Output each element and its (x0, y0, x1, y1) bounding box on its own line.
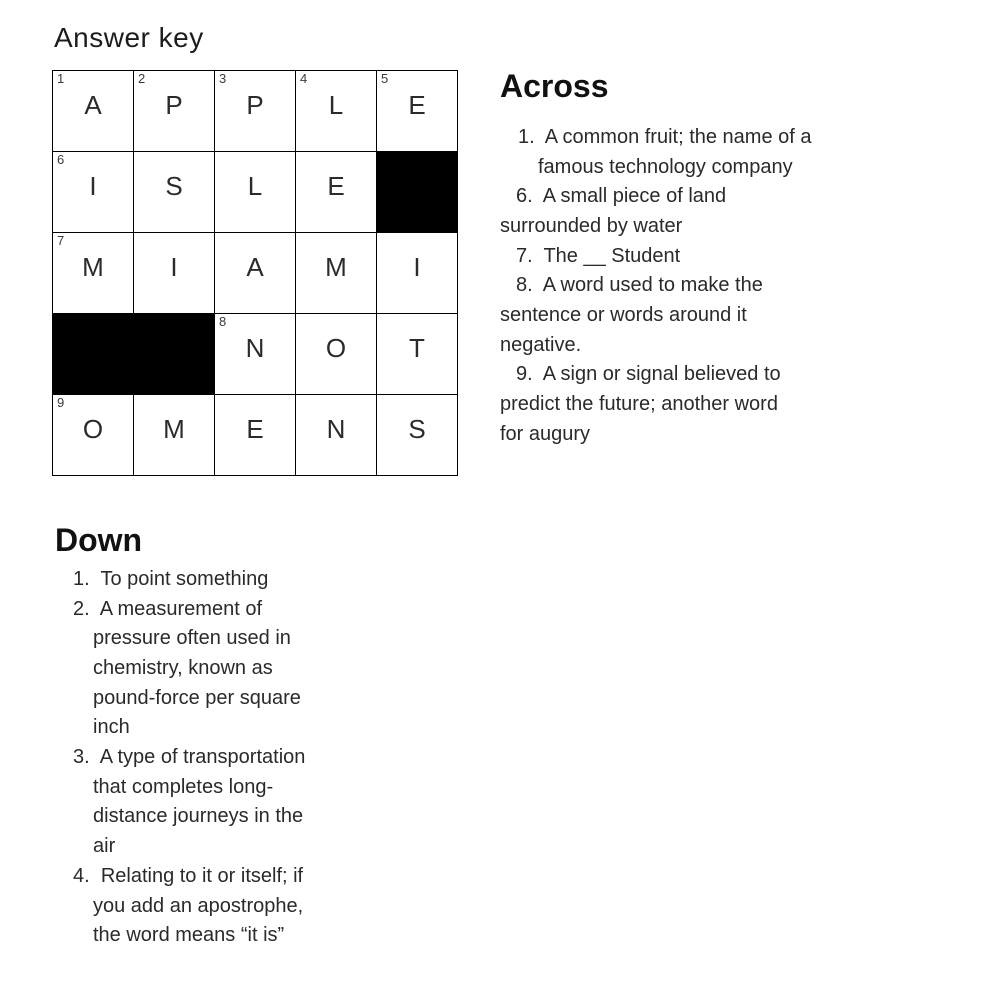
grid-cell (134, 395, 215, 476)
cell-letter: E (246, 414, 264, 444)
clue-number: 4. (73, 864, 90, 887)
grid-cell-blocked (377, 152, 458, 233)
cell-number: 8 (219, 314, 227, 329)
cell-letter: A (84, 90, 102, 120)
grid-cell (296, 314, 377, 395)
clue-item (500, 123, 822, 182)
cell-letter: E (327, 171, 345, 201)
cell-number: 1 (57, 71, 65, 86)
clue-number: 1. (518, 125, 535, 148)
grid-cell (53, 71, 134, 152)
clue-item (500, 242, 822, 272)
cell-letter: N (326, 414, 346, 444)
grid-cell (377, 71, 458, 152)
cell-number: 7 (57, 233, 65, 248)
grid-cell (296, 152, 377, 233)
clue-number: 7. (516, 244, 533, 267)
cell-letter: N (245, 333, 265, 363)
clue-number: 3. (73, 746, 90, 769)
clue-number: 6. (516, 185, 533, 208)
cell-letter: S (165, 171, 183, 201)
grid-cell (134, 152, 215, 233)
grid-cell-blocked (134, 314, 215, 395)
grid-cell (296, 395, 377, 476)
clue-item (55, 743, 313, 862)
clue-number: 2. (73, 597, 90, 620)
clue-text: To point something (100, 567, 269, 590)
grid-cell (53, 152, 134, 233)
clue-item (500, 360, 798, 449)
grid-cell (377, 314, 458, 395)
cell-letter: M (163, 414, 185, 444)
clue-text: A small piece of land surrounded by water (500, 185, 727, 237)
grid-cell (377, 395, 458, 476)
cell-letter: E (408, 90, 426, 120)
cell-letter: I (413, 252, 421, 282)
clue-item (55, 565, 313, 595)
grid-cell (377, 233, 458, 314)
clue-item (500, 271, 822, 360)
cell-letter: O (82, 414, 104, 444)
grid-cell (215, 71, 296, 152)
cell-letter: M (82, 252, 104, 282)
clue-item (55, 595, 313, 744)
cell-letter: I (89, 171, 97, 201)
grid-cell (215, 152, 296, 233)
grid-cell (134, 233, 215, 314)
clue-text: A word used to make the sentence or words around it negative. (500, 274, 763, 356)
clue-text: A common fruit; the name of a famous technology company (538, 125, 812, 178)
clue-text: The __ Student (543, 244, 681, 267)
cell-letter: O (325, 333, 347, 363)
down-section (55, 522, 313, 951)
grid-cell-blocked (53, 314, 134, 395)
grid-cell (215, 233, 296, 314)
grid-cell (296, 71, 377, 152)
across-heading: Across (500, 68, 609, 104)
clue-item (500, 182, 822, 241)
cell-letter: I (170, 252, 178, 282)
cell-letter: L (328, 90, 344, 120)
cell-letter: S (408, 414, 426, 444)
cell-letter: P (246, 90, 264, 120)
clue-number: 8. (516, 274, 533, 297)
clue-text: A type of transportation that completes long-distance journeys in the air (93, 746, 306, 858)
cell-letter: T (409, 333, 425, 363)
cell-letter: P (165, 90, 183, 120)
grid-cell (53, 233, 134, 314)
cell-number: 5 (381, 71, 389, 86)
clue-item (55, 862, 313, 951)
down-heading: Down (55, 522, 143, 558)
cell-number: 2 (138, 71, 146, 86)
clue-text: A sign or signal believed to predict the future; another word for augury (500, 363, 781, 445)
down-clues (55, 565, 313, 951)
grid-cell (215, 314, 296, 395)
cell-number: 6 (57, 152, 65, 167)
crossword-grid (52, 70, 458, 476)
cell-number: 9 (57, 395, 65, 410)
clue-text: Relating to it or itself; if you add an apostrophe, the word means “it is” (93, 864, 304, 947)
cell-number: 4 (300, 71, 308, 86)
cell-number: 3 (219, 71, 227, 86)
cell-letter: M (325, 252, 347, 282)
grid-cell (134, 71, 215, 152)
cell-letter: A (246, 252, 264, 282)
grid-cell (296, 233, 377, 314)
cell-letter: L (247, 171, 263, 201)
across-section (500, 68, 822, 450)
grid-cell (53, 395, 134, 476)
grid-cell (215, 395, 296, 476)
clue-text: A measurement of pressure often used in chemistry, known as pound-force per square inch (93, 597, 301, 739)
page-title: Answer key (54, 22, 204, 53)
clue-number: 9. (516, 363, 533, 386)
clue-number: 1. (73, 567, 90, 590)
across-clues (500, 123, 822, 450)
